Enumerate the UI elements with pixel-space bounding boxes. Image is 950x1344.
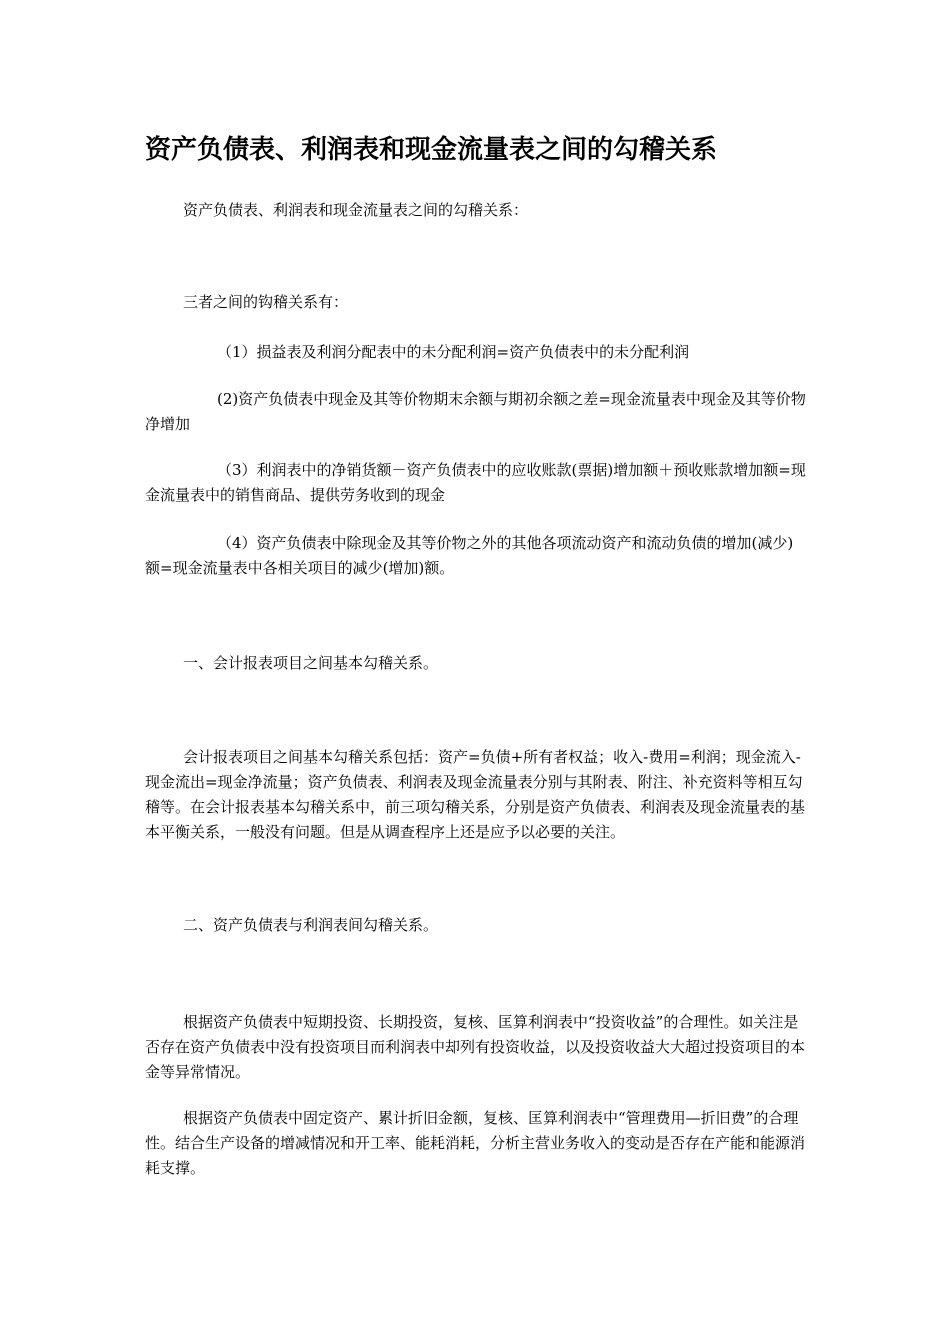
section-2-paragraph-1: 根据资产负债表中短期投资、长期投资，复核、匡算利润表中“投资收益”的合理性。如关注是否存在资产负债表中没有投资项目而利润表中却列有投资收益，以及投资收益大大超过投资项目的本金等异常情况。 bbox=[145, 1013, 806, 1081]
relation-item-3: （3）利润表中的净销货额－资产负债表中的应收账款(票据)增加额＋预收账款增加额=现金流量表中的销售商品、提供劳务收到的现金 bbox=[145, 461, 806, 504]
section-2-paragraph-2: 根据资产负债表中固定资产、累计折旧金额，复核、匡算利润表中“管理费用—折旧费”的合理性。结合生产设备的增减情况和开工率、能耗消耗，分析主营业务收入的变动是否存在产能和能源消耗支撑。 bbox=[145, 1109, 806, 1177]
relations-heading: 三者之间的钩稽关系有： bbox=[183, 293, 349, 311]
section-heading-1: 一、会计报表项目之间基本勾稽关系。 bbox=[183, 654, 439, 672]
section-heading-2: 二、资产负债表与利润表间勾稽关系。 bbox=[183, 916, 439, 934]
relation-item-4: （4）资产负债表中除现金及其等价物之外的其他各项流动资产和流动负债的增加(减少)额=现金流量表中各相关项目的减少(增加)额。 bbox=[145, 534, 794, 577]
relation-item-1: （1）损益表及利润分配表中的未分配利润=资产负债表中的未分配利润 bbox=[217, 343, 690, 361]
section-1-body: 会计报表项目之间基本勾稽关系包括：资产=负债+所有者权益；收入-费用=利润；现金流入-现金流出=现金净流量；资产负债表、利润表及现金流量表分别与其附表、附注、补充资料等相互勾稽等。在会计报表基本勾稽关系中，前三项勾稽关系，分别是资产负债表、利润表及现金流量表的基本平衡关系，一般没有问题。但是从调查程序上还是应予以必要的关注。 bbox=[145, 748, 806, 841]
intro-paragraph: 资产负债表、利润表和现金流量表之间的勾稽关系： bbox=[183, 201, 529, 219]
relation-item-2: (2)资产负债表中现金及其等价物期末余额与期初余额之差=现金流量表中现金及其等价物净增加 bbox=[145, 390, 806, 433]
document-title: 资产负债表、利润表和现金流量表之间的勾稽关系 bbox=[145, 135, 718, 165]
